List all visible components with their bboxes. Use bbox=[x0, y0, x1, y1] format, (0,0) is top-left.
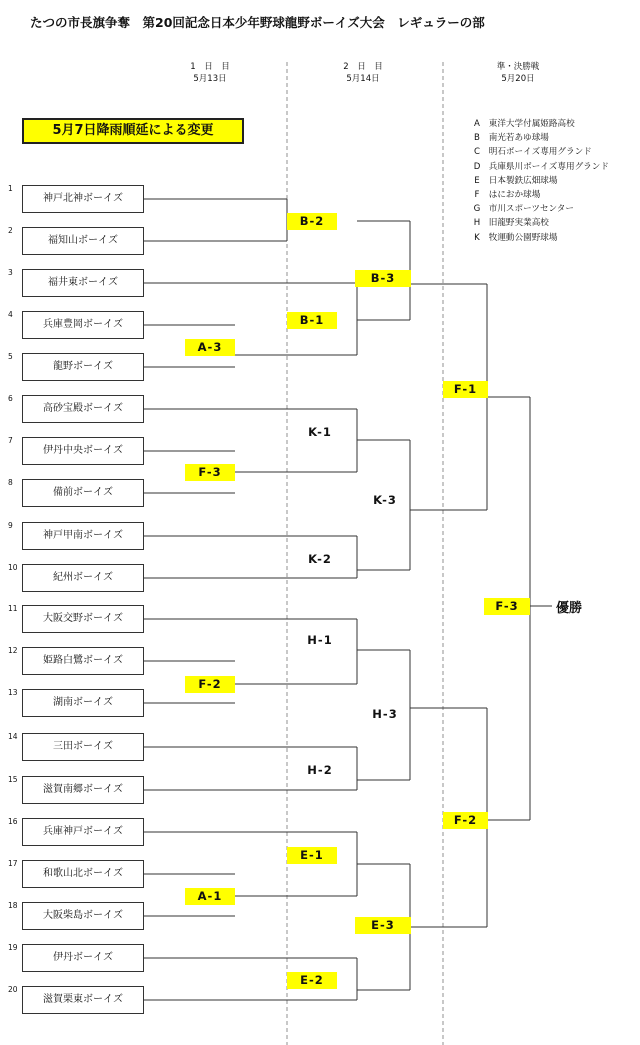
team-box: 伊丹中央ボーイズ bbox=[22, 437, 144, 465]
team-seed-number: 14 bbox=[8, 732, 18, 741]
venue-code: A bbox=[474, 119, 480, 129]
team-seed-number: 20 bbox=[8, 985, 18, 994]
team-seed-number: 15 bbox=[8, 775, 18, 784]
team-box: 三田ボーイズ bbox=[22, 733, 144, 761]
team-seed-number: 19 bbox=[8, 943, 18, 952]
match-label: H-3 bbox=[372, 707, 398, 721]
team-box: 神戸甲南ボーイズ bbox=[22, 522, 144, 550]
match-label: E-1 bbox=[287, 847, 337, 864]
champion-label: 優勝 bbox=[556, 601, 583, 616]
team-seed-number: 17 bbox=[8, 859, 18, 868]
venue-name: 市川スポーツセンター bbox=[488, 204, 574, 215]
team-box: 大阪柴島ボーイズ bbox=[22, 902, 144, 930]
match-label: K-1 bbox=[308, 425, 332, 439]
match-label: F-2 bbox=[443, 812, 488, 829]
match-label: A-1 bbox=[185, 888, 235, 905]
team-box: 兵庫豊岡ボーイズ bbox=[22, 311, 144, 339]
venue-name: 日本製鉄広畑球場 bbox=[488, 175, 558, 186]
team-seed-number: 2 bbox=[8, 226, 13, 235]
match-label: F-3 bbox=[185, 464, 235, 481]
final-day-label: 準・決勝戦 bbox=[496, 62, 540, 72]
team-box: 龍野ボーイズ bbox=[22, 353, 144, 381]
venue-name: 東洋大学付属姫路高校 bbox=[488, 119, 575, 129]
venue-code: C bbox=[473, 147, 480, 158]
team-box: 神戸北神ボーイズ bbox=[22, 185, 144, 213]
venue-name: 南光若あゆ球場 bbox=[488, 133, 549, 144]
venue-name: はにおか球場 bbox=[488, 190, 541, 201]
venue-code: K bbox=[474, 232, 480, 243]
day1-date: 5月13日 bbox=[193, 74, 227, 84]
match-label: A-3 bbox=[185, 339, 235, 356]
venue-name: 牧運動公園野球場 bbox=[488, 232, 558, 243]
rain-delay-notice: 5月7日降雨順延による変更 bbox=[22, 118, 244, 144]
team-box: 福井東ボーイズ bbox=[22, 269, 144, 297]
team-box: 湖南ボーイズ bbox=[22, 689, 144, 717]
match-label: H-2 bbox=[307, 763, 333, 777]
match-label: K-2 bbox=[308, 552, 332, 566]
team-box: 和歌山北ボーイズ bbox=[22, 860, 144, 888]
team-box: 姫路白鷺ボーイズ bbox=[22, 647, 144, 675]
team-box: 滋賀栗東ボーイズ bbox=[22, 986, 144, 1014]
team-seed-number: 9 bbox=[8, 521, 13, 530]
match-label: K-3 bbox=[373, 493, 397, 507]
match-label: B-1 bbox=[287, 312, 337, 329]
match-label: H-1 bbox=[307, 633, 333, 647]
team-box: 大阪交野ボーイズ bbox=[22, 605, 144, 633]
match-label: E-2 bbox=[287, 972, 337, 989]
team-seed-number: 11 bbox=[8, 604, 18, 613]
team-box: 滋賀南郷ボーイズ bbox=[22, 776, 144, 804]
venue-code: G bbox=[473, 204, 481, 215]
match-label: F-3 bbox=[484, 598, 530, 615]
team-box: 備前ボーイズ bbox=[22, 479, 144, 507]
venue-code: F bbox=[474, 190, 480, 201]
team-seed-number: 5 bbox=[8, 352, 13, 361]
match-label: F-2 bbox=[185, 676, 235, 693]
team-seed-number: 16 bbox=[8, 817, 18, 826]
team-seed-number: 4 bbox=[8, 310, 13, 319]
team-seed-number: 12 bbox=[8, 646, 18, 655]
venue-name: 明石ボーイズ専用グランド bbox=[488, 147, 592, 158]
venue-code: D bbox=[473, 161, 481, 172]
team-seed-number: 7 bbox=[8, 436, 13, 445]
match-label: B-3 bbox=[355, 270, 411, 287]
venue-code: E bbox=[474, 175, 480, 186]
day1-label: 1 日 目 bbox=[190, 62, 230, 72]
day2-date: 5月14日 bbox=[346, 74, 380, 84]
team-box: 伊丹ボーイズ bbox=[22, 944, 144, 972]
team-seed-number: 3 bbox=[8, 268, 13, 277]
team-box: 福知山ボーイズ bbox=[22, 227, 144, 255]
team-box: 紀州ボーイズ bbox=[22, 564, 144, 592]
match-label: E-3 bbox=[355, 917, 411, 934]
team-seed-number: 1 bbox=[8, 184, 13, 193]
match-label: B-2 bbox=[287, 213, 337, 230]
final-day-date: 5月20日 bbox=[501, 74, 535, 84]
team-box: 兵庫神戸ボーイズ bbox=[22, 818, 144, 846]
team-seed-number: 13 bbox=[8, 688, 18, 697]
match-label: F-1 bbox=[443, 381, 488, 398]
team-seed-number: 8 bbox=[8, 478, 13, 487]
venue-code: B bbox=[474, 133, 480, 144]
venue-code: H bbox=[473, 218, 481, 229]
team-box: 高砂宝殿ボーイズ bbox=[22, 395, 144, 423]
venue-name: 旧龍野実業高校 bbox=[488, 218, 549, 229]
team-seed-number: 10 bbox=[8, 563, 18, 572]
team-seed-number: 6 bbox=[8, 394, 13, 403]
page-title: たつの市長旗争奪 第20回記念日本少年野球龍野ボーイズ大会 レギュラーの部 bbox=[30, 15, 485, 30]
day2-label: 2 日 目 bbox=[343, 62, 383, 72]
team-seed-number: 18 bbox=[8, 901, 18, 910]
venue-name: 兵庫県川ボーイズ専用グランド bbox=[488, 161, 609, 172]
